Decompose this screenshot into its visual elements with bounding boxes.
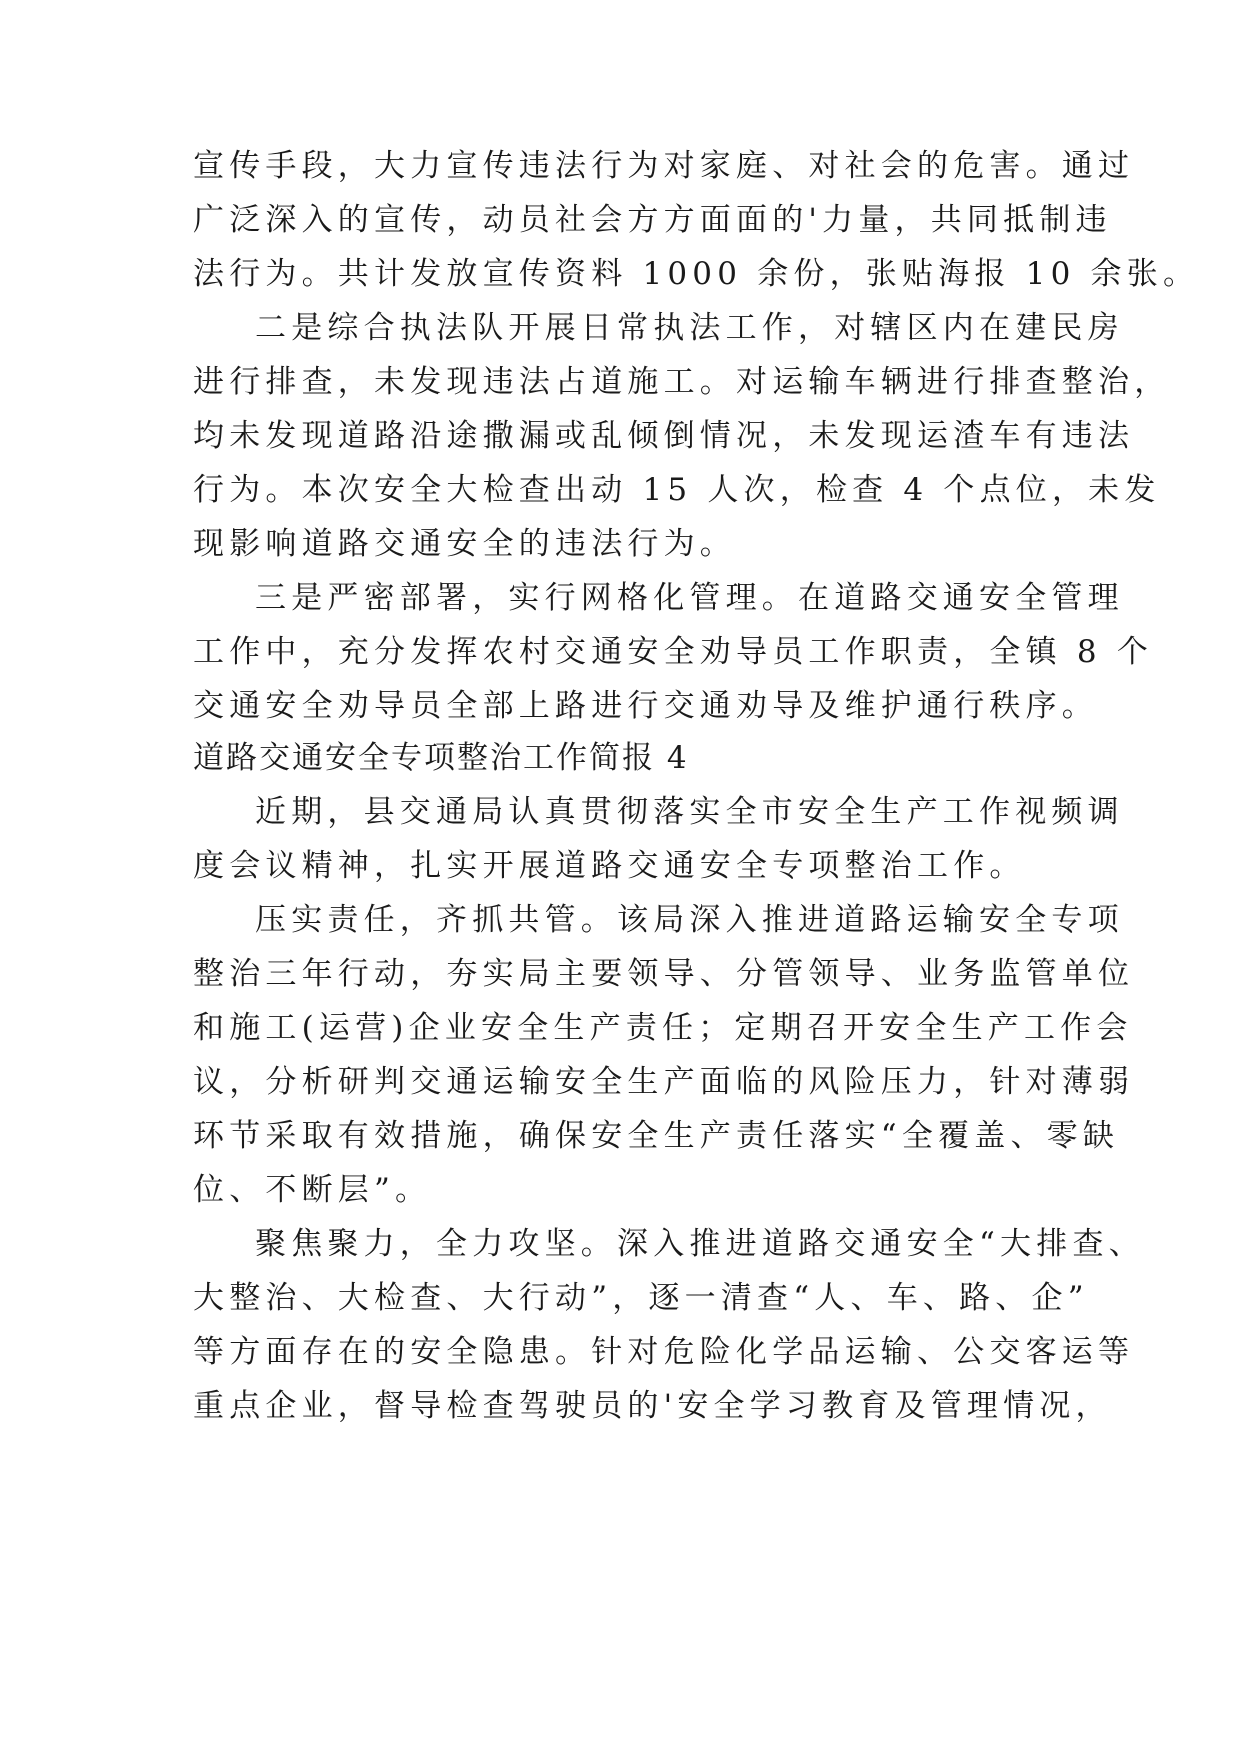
text-line: 工作中，充分发挥农村交通安全劝导员工作职责，全镇 8 个 (193, 634, 1154, 670)
text-line: 进行排查，未发现违法占道施工。对运输车辆进行排查整治， (193, 364, 1171, 400)
text-line: 等方面存在的安全隐患。针对危险化学品运输、公交客运等 (193, 1334, 1135, 1370)
text-line: 大整治、大检查、大行动”，逐一清查“人、车、路、企” (193, 1280, 1089, 1316)
text-line: 度会议精神，扎实开展道路交通安全专项整治工作。 (193, 848, 1026, 884)
text-line: 法行为。共计发放宣传资料 1000 余份，张贴海报 10 余张。 (193, 256, 1200, 292)
text-line: 整治三年行动，夯实局主要领导、分管领导、业务监管单位 (193, 956, 1135, 992)
section-heading: 道路交通安全专项整治工作简报 4 (193, 740, 689, 776)
paragraph-first-line: 三是严密部署，实行网格化管理。在道路交通安全管理 (255, 580, 1124, 616)
text-line: 交通安全劝导员全部上路进行交通劝导及维护通行秩序。 (193, 688, 1098, 724)
text-line: 广泛深入的宣传，动员社会方方面面的'力量，共同抵制违 (193, 202, 1112, 238)
text-line: 均未发现道路沿途撒漏或乱倾倒情况，未发现运渣车有违法 (193, 418, 1135, 454)
text-line: 位、不断层”。 (193, 1172, 432, 1208)
text-line: 现影响道路交通安全的违法行为。 (193, 526, 736, 562)
text-line: 重点企业，督导检查驾驶员的'安全学习教育及管理情况， (193, 1388, 1112, 1424)
text-line: 环节采取有效措施，确保安全生产责任落实“全覆盖、零缺 (193, 1118, 1120, 1154)
paragraph-first-line: 二是综合执法队开展日常执法工作，对辖区内在建民房 (255, 310, 1124, 346)
text-line: 宣传手段，大力宣传违法行为对家庭、对社会的危害。通过 (193, 148, 1135, 184)
paragraph-first-line: 聚焦聚力，全力攻坚。深入推进道路交通安全“大排查、 (255, 1226, 1145, 1262)
text-line: 议，分析研判交通运输安全生产面临的风险压力，针对薄弱 (193, 1064, 1135, 1100)
text-line: 和施工(运营)企业安全生产责任；定期召开安全生产工作会 (193, 1010, 1133, 1046)
paragraph-first-line: 压实责任，齐抓共管。该局深入推进道路运输安全专项 (255, 902, 1124, 938)
text-line: 行为。本次安全大检查出动 15 人次，检查 4 个点位，未发 (193, 472, 1161, 508)
paragraph-first-line: 近期，县交通局认真贯彻落实全市安全生产工作视频调 (255, 794, 1124, 830)
